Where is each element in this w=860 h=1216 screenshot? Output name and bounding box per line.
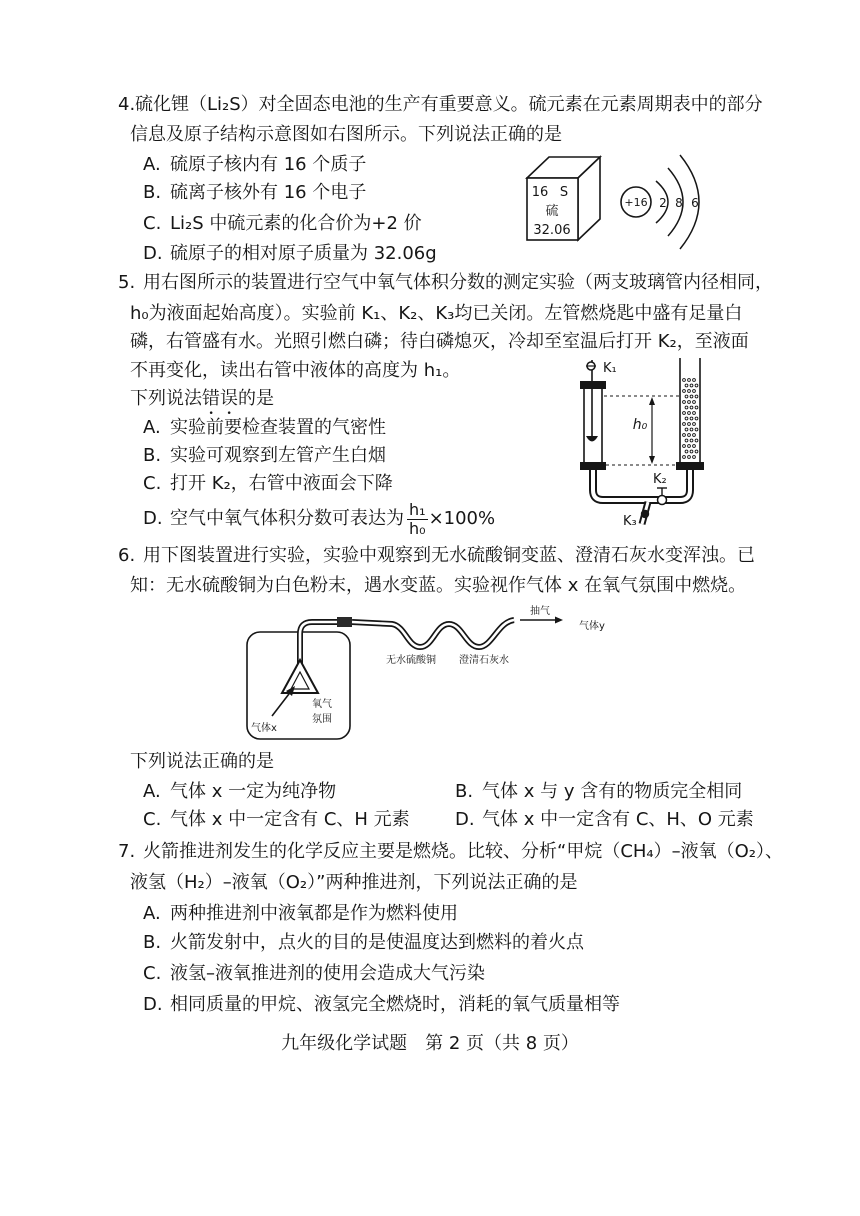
water-dot — [693, 434, 696, 437]
water-dot — [693, 401, 696, 404]
fraction — [407, 501, 428, 538]
option-text: 实验可观察到左管产生白烟 — [170, 445, 386, 466]
water-dot — [685, 395, 688, 398]
option-text: 气体 x 与 y 含有的物质完全相同 — [482, 781, 743, 802]
prompt-emphasis: 错误 — [202, 388, 238, 409]
left-tube-top-stopper — [580, 381, 606, 389]
water-dot — [685, 428, 688, 431]
shell-electron-count: 6 — [691, 196, 699, 210]
question-number: 7. — [118, 841, 136, 862]
water-dot — [688, 390, 691, 393]
q4-option-d — [143, 239, 437, 269]
option-letter: A. — [143, 417, 161, 438]
arrow-right-icon — [555, 617, 563, 624]
water-dot — [690, 439, 693, 442]
question-number: 6. — [118, 545, 136, 566]
oxygen-atmosphere-label: 氛围 — [312, 714, 332, 725]
q7-stem-line — [118, 837, 783, 867]
water-dot — [685, 439, 688, 442]
tube-connector — [337, 617, 352, 627]
limewater-label: 澄清石灰水 — [459, 655, 509, 666]
water-dot — [683, 434, 686, 437]
water-dot — [690, 395, 693, 398]
option-text: 硫原子核内有 16 个质子 — [170, 154, 367, 175]
water-dot — [685, 406, 688, 409]
q5-option-a — [143, 413, 386, 443]
q6-option-d — [455, 805, 754, 835]
element-symbol: S — [559, 185, 569, 200]
option-letter: C. — [143, 473, 162, 494]
water-dot — [693, 423, 696, 426]
water-dot — [695, 439, 698, 442]
water-dot — [690, 417, 693, 420]
option-text: 空气中氧气体积分数可表达为 — [170, 508, 404, 529]
option-letter: D. — [143, 508, 163, 529]
water-dot — [685, 384, 688, 387]
option-letter: C. — [143, 963, 162, 984]
water-dot — [683, 401, 686, 404]
q7-option-a — [143, 899, 458, 929]
q4-stem-line — [118, 90, 763, 120]
option-text: 气体 x 一定为纯净物 — [170, 781, 337, 802]
option-text: 气体 x 中一定含有 C、H、O 元素 — [482, 809, 754, 830]
water-dot — [683, 445, 686, 448]
option-text: 液氢–液氧推进剂的使用会造成大气污染 — [170, 963, 485, 984]
element-card-figure — [515, 148, 610, 248]
water-dot — [683, 423, 686, 426]
q6-stem-text: 用下图装置进行实验，实验中观察到无水硫酸铜变蓝、澄清石灰水变浑浊。已 — [143, 545, 755, 566]
prompt-text: 下列说法 — [130, 388, 202, 409]
water-dot — [683, 379, 686, 382]
water-dot — [685, 417, 688, 420]
option-text: 硫离子核外有 16 个电子 — [170, 182, 367, 203]
prompt-text: 的是 — [238, 388, 274, 409]
q7-option-c — [143, 959, 485, 989]
q6-option-a — [143, 777, 336, 807]
pump-label: 抽气 — [530, 606, 550, 617]
option-letter: B. — [143, 932, 162, 953]
q4-option-a — [143, 150, 366, 180]
q4-stem-text: 信息及原子结构示意图如右图所示。下列说法正确的是 — [130, 124, 562, 145]
anhydrous-cuso4-label: 无水硫酸铜 — [386, 655, 436, 666]
option-text: 两种推进剂中液氧都是作为燃料使用 — [170, 903, 458, 924]
q5-prompt — [130, 384, 274, 414]
left-tube-bottom-stopper — [580, 462, 606, 470]
water-dot — [693, 390, 696, 393]
gas-tube-outline — [300, 622, 338, 664]
combustion-apparatus — [238, 600, 623, 747]
valve-k3-icon — [641, 510, 649, 518]
option-letter: C. — [143, 809, 162, 830]
nucleus-charge: +16 — [624, 196, 648, 209]
q5-option-c — [143, 469, 393, 499]
water-dot — [683, 412, 686, 415]
q6-stem-line — [118, 541, 755, 571]
water-dot — [695, 384, 698, 387]
water-dot — [683, 456, 686, 459]
q7-stem-text: 火箭推进剂发生的化学反应主要是燃烧。比较、分析“甲烷（CH₄）–液氧（O₂）、 — [143, 841, 784, 862]
option-letter: D. — [143, 994, 163, 1015]
q6-option-c — [143, 805, 410, 835]
gas-tube-bore — [300, 622, 338, 664]
water-dot — [690, 384, 693, 387]
question-number: 4. — [118, 94, 136, 115]
right-tube-bottom-stopper — [676, 462, 704, 470]
water-dot — [693, 379, 696, 382]
element-atomic-mass: 32.06 — [533, 223, 571, 238]
option-text: 气体 x 中一定含有 C、H 元素 — [170, 809, 410, 830]
valve-k3-label: K₃ — [623, 514, 637, 529]
fraction-numerator: h₁ — [409, 499, 426, 519]
option-letter: B. — [455, 781, 474, 802]
water-dot — [695, 428, 698, 431]
q5-stem-text: 不再变化，读出右管中液体的高度为 h₁。 — [130, 360, 461, 381]
option-letter: B. — [143, 445, 162, 466]
water-dot — [690, 450, 693, 453]
fraction-denominator: h₀ — [409, 518, 426, 538]
oxygen-measurement-apparatus — [570, 350, 710, 535]
q5-stem-text: 磷，右管盛有水。光照引燃白磷；待白磷熄灭，冷却至室温后打开 K₂，至液面 — [130, 331, 749, 352]
option-letter: A. — [143, 781, 161, 802]
q6-prompt: 下列说法正确的是 — [130, 751, 274, 772]
option-text: 相同质量的甲烷、液氢完全燃烧时，消耗的氧气质量相等 — [170, 994, 620, 1015]
water-dot — [688, 434, 691, 437]
water-dot — [693, 412, 696, 415]
q5-stem-text: 用右图所示的装置进行空气中氧气体积分数的测定实验（两支玻璃管内径相同， — [143, 272, 773, 293]
option-letter: A. — [143, 154, 161, 175]
option-text: 火箭发射中，点火的目的是使温度达到燃料的着火点 — [170, 932, 584, 953]
option-letter: D. — [455, 809, 475, 830]
valve-k1-label: K₁ — [603, 361, 617, 376]
gas-x-label: 气体x — [251, 723, 277, 734]
funnel-icon — [282, 660, 318, 693]
left-glass-tube — [584, 386, 602, 464]
connecting-tube-bore — [593, 470, 690, 500]
right-tube-water — [683, 379, 698, 459]
shell-electron-count: 2 — [659, 196, 667, 210]
water-dot — [695, 406, 698, 409]
option-text: 实验前要检查装置的气密性 — [170, 417, 386, 438]
water-dot — [688, 412, 691, 415]
water-dot — [690, 406, 693, 409]
burning-spoon — [586, 436, 598, 442]
water-dot — [693, 445, 696, 448]
option-suffix: ×100% — [428, 508, 496, 529]
water-dot — [695, 417, 698, 420]
q4-option-c — [143, 209, 422, 239]
shell-electron-count: 8 — [675, 196, 683, 210]
q5-stem-text: h₀为液面起始高度）。实验前 K₁、K₂、K₃均已关闭。左管燃烧匙中盛有足量白 — [130, 303, 743, 324]
water-dot — [688, 401, 691, 404]
oxygen-atmosphere-label: 氧气 — [312, 699, 332, 710]
option-letter: B. — [143, 182, 162, 203]
water-dot — [685, 450, 688, 453]
q4-stem-text: 硫化锂（Li₂S）对全固态电池的生产有重要意义。硫元素在元素周期表中的部分 — [135, 94, 763, 115]
connecting-tube-outline — [593, 470, 690, 500]
option-text: 打开 K₂，右管中液面会下降 — [170, 473, 393, 494]
q7-option-d — [143, 990, 620, 1020]
question-number: 5. — [118, 272, 136, 293]
water-dot — [688, 423, 691, 426]
page-footer: 九年级化学试题 第 2 页（共 8 页） — [281, 1033, 579, 1054]
arrow-up-icon — [649, 397, 655, 405]
h0-label: h₀ — [632, 417, 648, 433]
q4-option-b — [143, 178, 366, 208]
element-atomic-number: 16 — [531, 185, 549, 200]
q6-stem-text: 知：无水硫酸铜为白色粉末，遇水变蓝。实验视作气体 x 在氧气氛围中燃烧。 — [130, 575, 747, 596]
water-dot — [683, 390, 686, 393]
water-dot — [695, 450, 698, 453]
valve-k2-icon — [658, 496, 667, 505]
q5-stem-line — [118, 268, 773, 298]
option-text: Li₂S 中硫元素的化合价为+2 价 — [170, 213, 422, 234]
q6-option-b — [455, 777, 742, 807]
water-dot — [688, 456, 691, 459]
option-letter: A. — [143, 903, 161, 924]
q5-option-d — [143, 500, 495, 540]
option-letter: C. — [143, 213, 162, 234]
q5-option-b — [143, 441, 386, 471]
q7-stem-text: 液氢（H₂）–液氧（O₂）”两种推进剂，下列说法正确的是 — [130, 872, 578, 893]
q7-option-b — [143, 928, 584, 958]
water-dot — [693, 456, 696, 459]
water-dot — [688, 445, 691, 448]
element-name: 硫 — [545, 204, 559, 219]
arrow-down-icon — [649, 456, 655, 464]
valve-k2-label: K₂ — [653, 472, 667, 487]
water-dot — [688, 379, 691, 382]
atom-structure-figure — [612, 148, 704, 256]
water-dot — [695, 395, 698, 398]
option-text: 硫原子的相对原子质量为 32.06g — [170, 243, 437, 264]
water-dot — [690, 428, 693, 431]
option-letter: D. — [143, 243, 163, 264]
gas-y-label: 气体y — [579, 621, 605, 632]
